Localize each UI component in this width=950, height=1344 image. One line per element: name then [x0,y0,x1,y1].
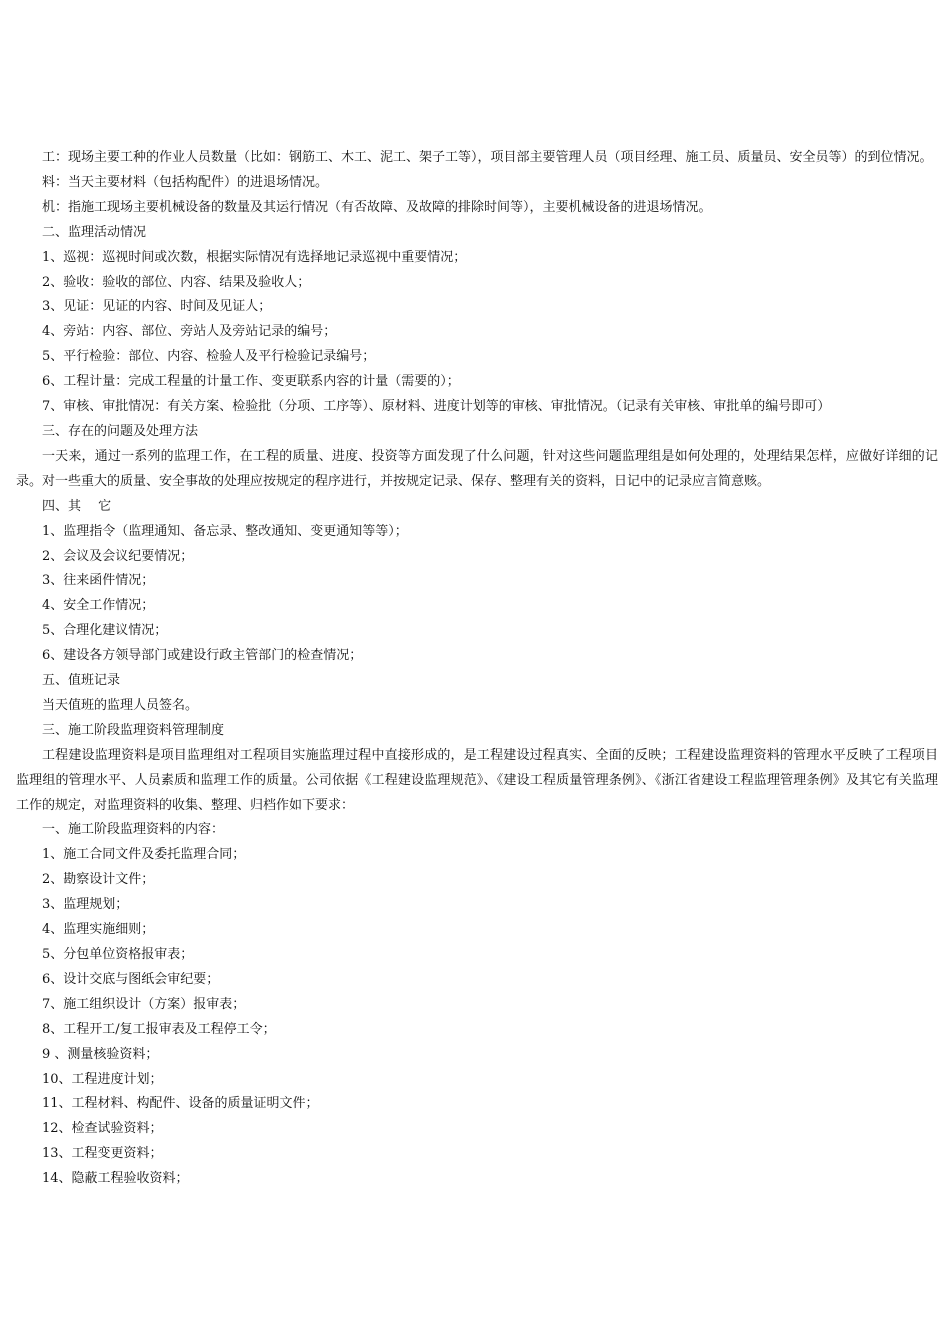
heading-problems: 三、存在的问题及处理方法 [42,423,199,439]
paragraph-duty-signature: 当天值班的监理人员签名。 [42,697,199,713]
list-item: 6、设计交底与图纸会审纪要； [42,971,220,987]
paragraph-problems: 一天来，通过一系列的监理工作，在工程的质量、进度、投资等方面发现了什么问题，针对这些问题监理组是如何处理的，处理结果怎样，应做好详细的记录。对一些重大的质量、安全事故的处理应按规定的程序进行，并按规定记录、保存、整理有关的资料，日记中的记录应言简意赅。 [16,448,938,489]
heading-supervision-activities: 二、监理活动情况 [42,224,147,240]
paragraph-records-intro: 工程建设监理资料是项目监理组对工程项目实施监理过程中直接形成的，是工程建设过程真实、全面的反映；工程建设监理资料的管理水平反映了工程项目监理组的管理水平、人员素质和监理工作的质量。公司依据《工程建设监理规范》、《建设工程质量管理条例》、《浙江省建设工程监理管理条例》及其它有关监理工作的规定，对监理资料的收集、整理、归档作如下要求： [16,747,938,813]
document-body [16,146,938,1192]
list-item: 5、平行检验：部位、内容、检验人及平行检验记录编号； [42,349,376,365]
paragraph-labor: 工：现场主要工种的作业人员数量（比如：钢筋工、木工、泥工、架子工等），项目部主要管理人员（项目经理、施工员、质量员、安全员等）的到位情况。 [42,150,933,165]
list-item: 5、分包单位资格报审表； [42,947,194,962]
list-item: 9 、测量核验资料； [42,1046,159,1062]
list-item: 6、工程计量：完成工程量的计量工作、变更联系内容的计量（需要的）； [42,374,460,390]
heading-records-management: 三、施工阶段监理资料管理制度 [42,722,225,738]
list-item: 5、合理化建议情况； [42,623,168,639]
list-item: 13、工程变更资料； [42,1146,163,1162]
list-item: 2、勘察设计文件； [42,872,155,888]
list-item: 3、往来函件情况； [42,573,155,589]
list-item: 11、工程材料、构配件、设备的质量证明文件； [42,1096,319,1112]
list-item: 1、巡视：巡视时间或次数，根据实际情况有选择地记录巡视中重要情况； [42,249,467,265]
list-item: 3、监理规划； [42,897,129,913]
list-item: 4、旁站：内容、部位、旁站人及旁站记录的编号； [42,324,337,340]
list-item: 4、安全工作情况； [42,598,155,614]
list-item: 2、会议及会议纪要情况； [42,548,194,564]
list-item: 1、监理指令（监理通知、备忘录、整改通知、变更通知等等）； [42,523,408,539]
list-item: 8、工程开工/复工报审表及工程停工令； [42,1021,276,1037]
list-item: 6、建设各方领导部门或建设行政主管部门的检查情况； [42,648,363,664]
list-item: 7、审核、审批情况：有关方案、检验批（分项、工序等）、原材料、进度计划等的审核、审批情况。（记录有关审核、审批单的编号即可） [42,399,831,415]
list-item: 4、监理实施细则； [42,922,155,938]
list-item: 2、验收：验收的部位、内容、结果及验收人； [42,274,311,290]
list-item: 14、隐蔽工程验收资料； [42,1171,189,1187]
paragraph-materials: 料：当天主要材料（包括构配件）的进退场情况。 [42,174,329,190]
list-item: 7、施工组织设计（方案）报审表； [42,996,246,1012]
list-item: 1、施工合同文件及委托监理合同； [42,847,246,863]
heading-records-contents: 一、施工阶段监理资料的内容： [42,822,225,838]
list-item: 10、工程进度计划； [42,1071,163,1087]
paragraph-machinery: 机：指施工现场主要机械设备的数量及其运行情况（有否故障、及故障的排除时间等），主要机械设备的进退场情况。 [42,199,712,215]
heading-duty-record: 五、值班记录 [42,673,121,689]
list-item: 12、检查试验资料； [42,1121,163,1137]
list-item: 3、见证：见证的内容、时间及见证人； [42,299,272,315]
heading-other: 四、其 它 [42,498,112,514]
